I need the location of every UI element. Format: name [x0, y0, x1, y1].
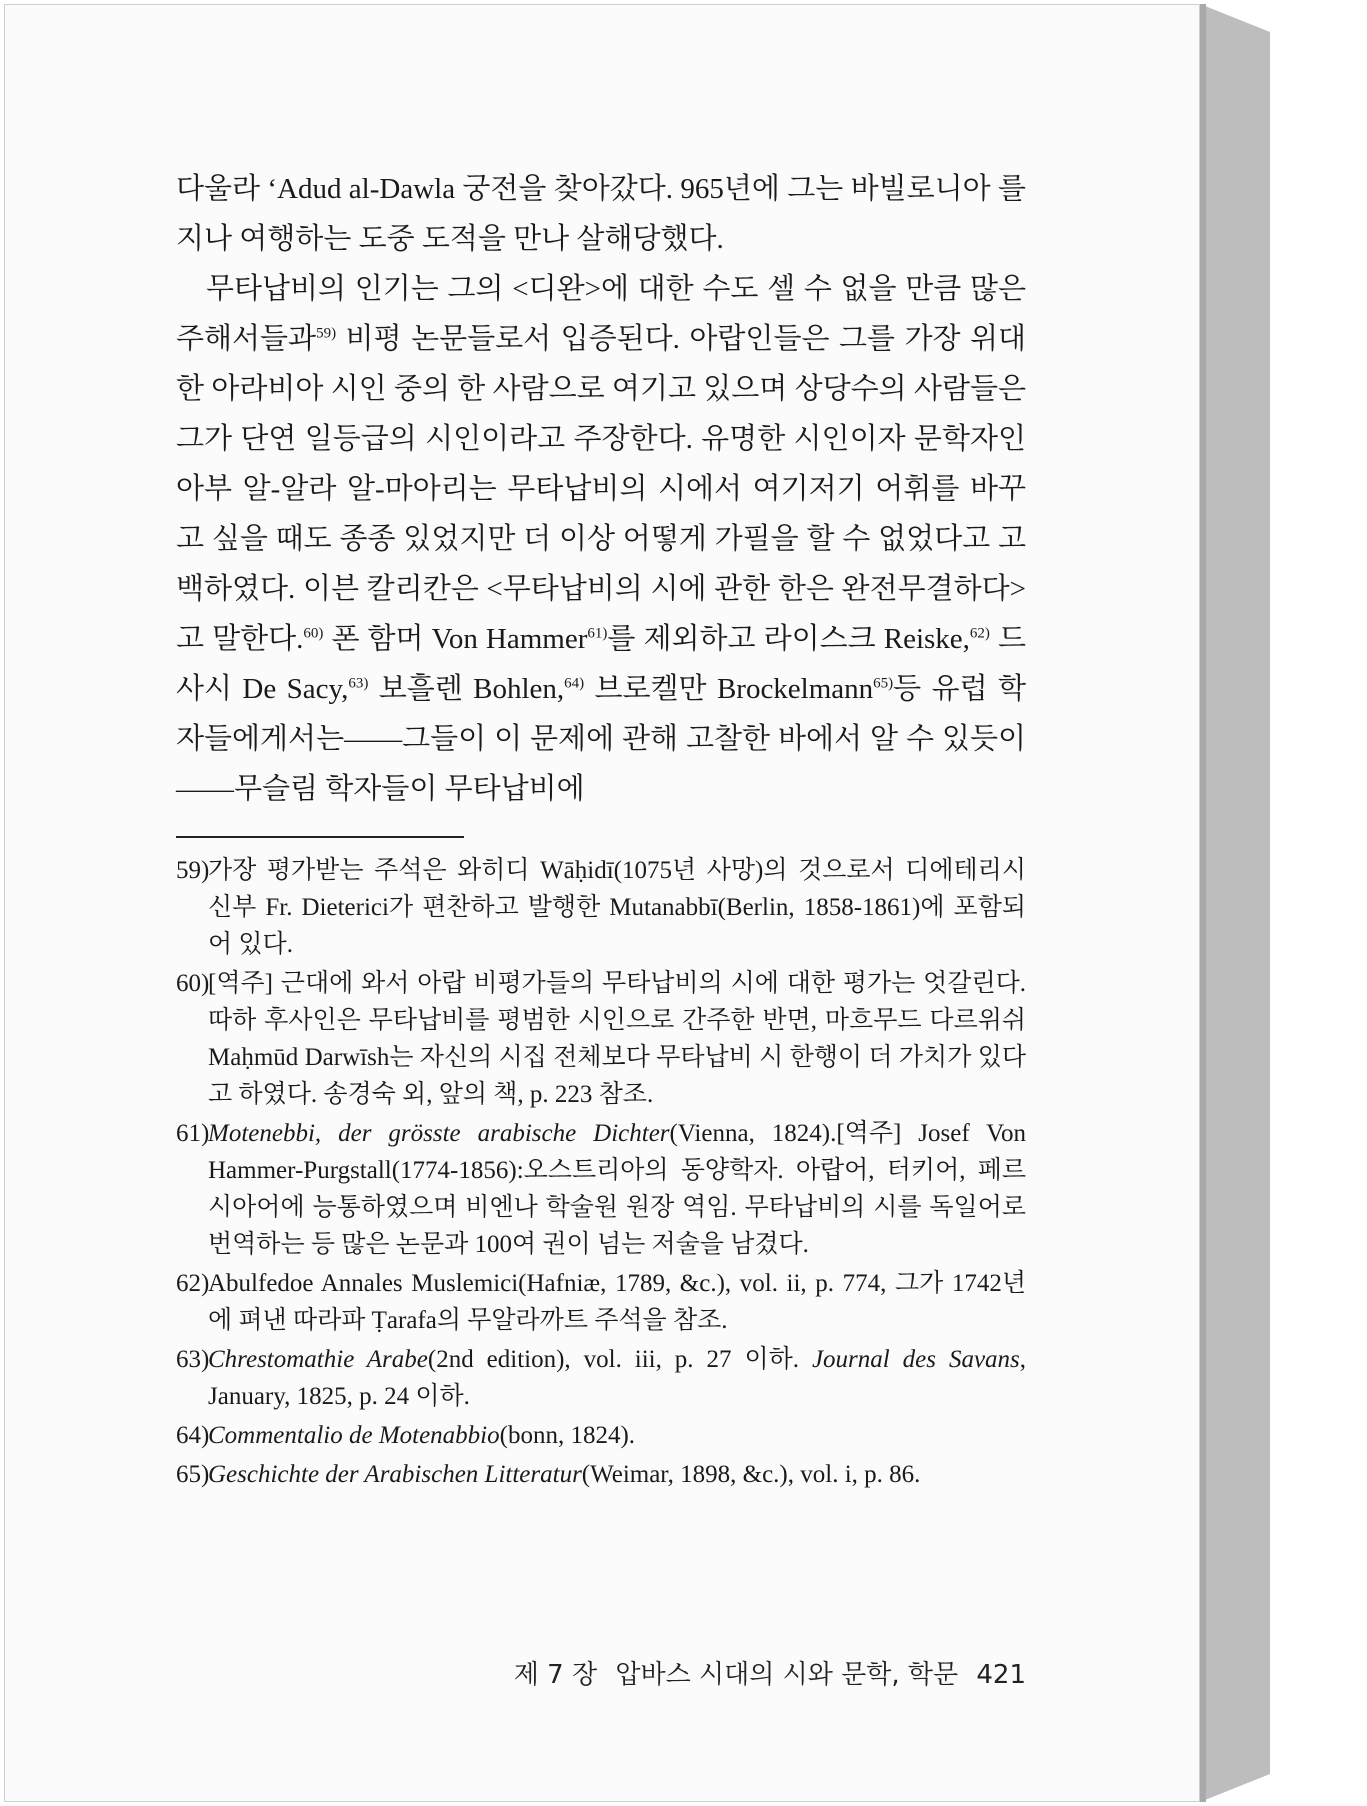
- paragraph-1: 다울라 ‘Adud al-Dawla 궁전을 찾아갔다. 965년에 그는 바빌로니아 를 지나 여행하는 도중 도적을 만나 살해당했다.: [176, 173, 1026, 255]
- paragraph-2-text-h: 등 유럽 학자들에게서는――그들이 이 문제에 관해 고찰한 바에서 알 수 있듯이――무슬림 학자들이 무타납비에: [176, 673, 1026, 805]
- footnote-text: (Weimar, 1898, &c.), vol. i, p. 86.: [581, 1461, 921, 1488]
- footnote-63: [176, 1341, 1026, 1415]
- footnote-number: 63): [176, 1346, 210, 1373]
- footnote-number: 62): [176, 1270, 210, 1297]
- footnote-text: (2nd edition), vol. iii, p. 27 이하.: [427, 1346, 799, 1373]
- paragraph-2-text-a: 무타납비의 인기는 그의 <디완>에 대한 수도 셀 수 없을 만큼 많은 주해서들과: [176, 273, 1026, 355]
- paragraph-2-text-g: 브로켈만 Brockelmann: [584, 673, 874, 705]
- main-text: [176, 164, 1026, 814]
- footnote-ref-61: 61): [587, 625, 608, 642]
- page-edge-shadow: [1200, 4, 1206, 1802]
- footnote-title: Commentalio de Motenabbio: [208, 1422, 500, 1449]
- footnote-62: [176, 1265, 1026, 1339]
- footnote-text: 가장 평가받는 주석은 와히디 Wāḥidī(1075년 사망)의 것으로서 디에테리시 신부 Fr. Dieterici가 편찬하고 발행한 Mutanabbī(Berlin, 1858-1861)에 포함되어 있다.: [208, 857, 1026, 958]
- footnote-text: (Vienna, 1824).[역주] Josef Von Hammer-Purgstall(1774-1856):오스트리아의 동양학자. 아랍어, 터키어, 페르시아어에 능통하였으며 비엔나 학술원 원장 역임. 무타납비의 시를 독일어로 번역하는 등 많은 논문과 100여 권이 넘는 저술을 남겼다.: [208, 1120, 1026, 1258]
- footnote-text: [역주] 근대에 와서 아랍 비평가들의 무타납비의 시에 대한 평가는 엇갈린다. 따하 후사인은 무타납비를 평범한 시인으로 간주한 반면, 마흐무드 다르위쉬 Maḥmūd Darwīsh는 자신의 시집 전체보다 무타납비 시 한행이 더 가치가 있다고 하였다. 송경숙 외, 앞의 책, p. 223 참조.: [208, 970, 1026, 1108]
- footnote-number: 60): [176, 970, 210, 997]
- footnotes: [176, 852, 1026, 1495]
- footnote-text: (bonn, 1824).: [499, 1422, 636, 1449]
- footnote-ref-64: 64): [564, 675, 585, 692]
- footnote-text: Abulfedoe Annales Muslemici(Hafniæ, 1789, &c.), vol. ii, p. 774, 그가 1742년에 펴낸 따라파 Ṭarafa의 무알라까트 주석을 참조.: [208, 1270, 1026, 1334]
- paragraph-2-text-c: 폰 함머 Von Hammer: [323, 623, 588, 655]
- paragraph-2-text-e: 드 사시 De Sacy,: [176, 623, 1027, 705]
- footnote-title: Motenebbi, der grösste arabische Dichter: [208, 1120, 670, 1147]
- running-footer: [176, 1654, 1026, 1691]
- paragraph-2-text-d: 를 제외하고 라이스크 Reiske,: [607, 623, 970, 655]
- footnote-ref-60: 60): [303, 625, 324, 642]
- footnote-60: [176, 965, 1026, 1113]
- footnote-ref-62: 62): [969, 625, 990, 642]
- footnote-number: 59): [176, 857, 210, 884]
- paragraph-2-text-b: 비평 논문들로서 입증된다. 아랍인들은 그를 가장 위대한 아라비아 시인 중의 한 사람으로 여기고 있으며 상당수의 사람들은 그가 단연 일등급의 시인이라고 주장한다. 유명한 시인이자 문학자인 아부 알-알라 알-마아리는 무타납비의 시에서 여기저기 어휘를 바꾸고 싶을 때도 종종 있었지만 더 이상 어떻게 가필을 할 수 없었다고 고백하였다. 이븐 칼리칸은 <무타납비의 시에 관한 한은 완전무결하다>고 말한다.: [176, 323, 1026, 655]
- footnote-61: [176, 1115, 1026, 1263]
- footnote-title: Geschichte der Arabischen Litteratur: [208, 1461, 582, 1488]
- paragraph-2-text-f: 보흘렌 Bohlen,: [368, 673, 565, 705]
- footer-chapter: 제 7 장: [513, 1660, 598, 1690]
- footnote-64: [176, 1417, 1026, 1454]
- footer-title: 압바스 시대의 시와 문학, 학문: [615, 1660, 959, 1690]
- footnote-65: [176, 1456, 1026, 1493]
- footnote-number: 61): [176, 1120, 210, 1147]
- footnote-title: Chrestomathie Arabe: [208, 1346, 428, 1373]
- footnote-title-2: Journal des Savans: [811, 1346, 1020, 1373]
- footnote-separator: [176, 836, 464, 838]
- paragraph-2: [176, 264, 1026, 814]
- footnote-number: 65): [176, 1461, 210, 1488]
- footnote-ref-59: 59): [316, 325, 337, 342]
- footnote-ref-63: 63): [348, 675, 369, 692]
- footnote-number: 64): [176, 1422, 210, 1449]
- footnote-text-2: , January, 1825, p. 24 이하.: [208, 1346, 1027, 1410]
- footnote-ref-65: 65): [873, 675, 894, 692]
- page-number: 421: [976, 1660, 1026, 1690]
- page-stack-edge: [1200, 4, 1270, 1802]
- footnote-59: [176, 852, 1026, 963]
